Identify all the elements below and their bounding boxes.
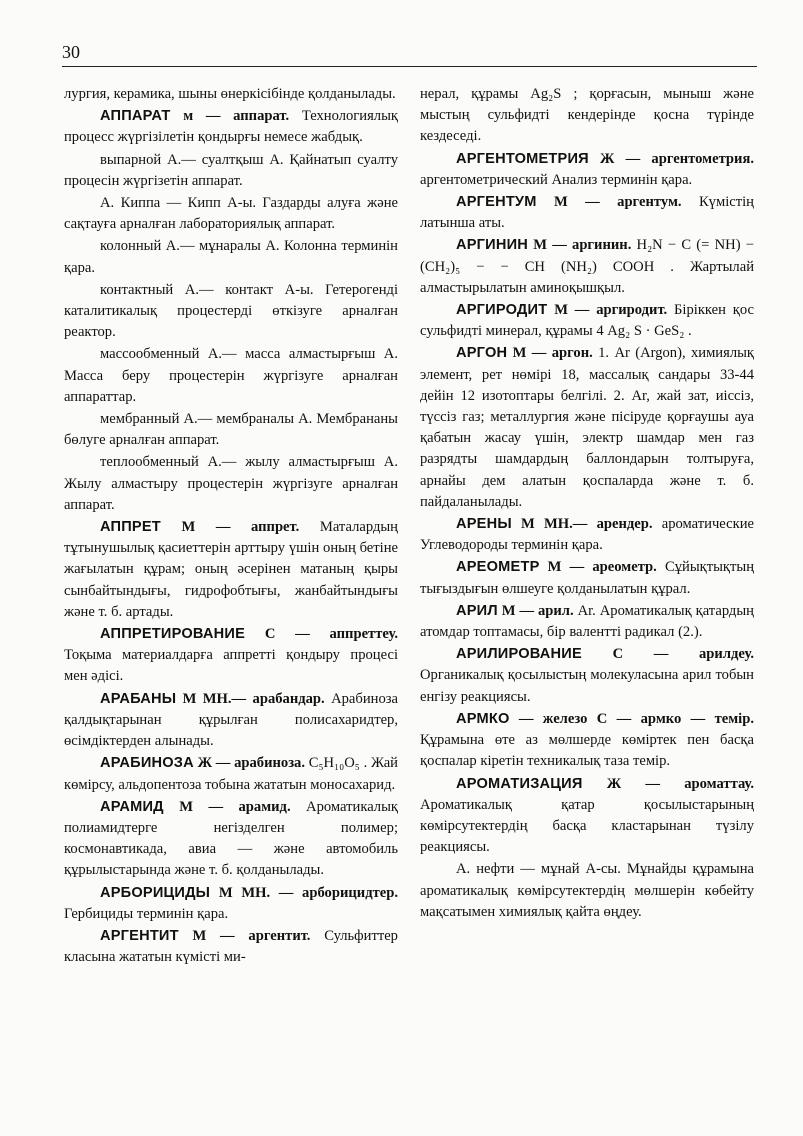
entry-translation: М — ареометр. — [547, 559, 657, 576]
entry-headword: АППРЕТ — [100, 519, 161, 536]
entry-text: Біріккен қос сульфидті минерал, құрамы 4 Ag₂ S · GeS₂ . — [420, 302, 754, 340]
entry-translation: М — аргон. — [512, 345, 593, 362]
entry-headword: АППАРАТ — [100, 108, 171, 125]
entry-text: H₂N − C (= NH) − (CH₂)₅ − − CH (NH₂) COOH . Жартылай алмастырылатын аминоқышқыл. — [420, 237, 754, 296]
entry-text: Маталардың тұтынушылық қасиеттерін арттыру үшін оның бетіне жағылатын құрам; оның әсерінен матаның қыры сынбайтындығы, гидрофобтығы, жанбайтындығы және т. б. артады. — [64, 519, 398, 620]
entry-translation: С — аппреттеу. — [264, 626, 398, 643]
entry-text: нерал, құрамы Ag₂S ; қорғасын, мыныш және мыстың сульфидті кендерінде қосна түрінде кездеседі. — [420, 86, 754, 145]
continued-text — [64, 84, 398, 105]
entry-headword: АРАБАНЫ — [100, 690, 177, 707]
entry-text: Ar. Ароматикалық қатардың атомдар топтамасы, бір валентті радикал (2.). — [420, 602, 754, 641]
dictionary-entry — [64, 106, 398, 148]
entry-text: Органикалық қосылыстың молекуласына арил тобын енгізу реакциясы. — [420, 667, 754, 705]
entry-text: Тоқыма материалдарға аппретті қондыру процесі мен әдісі. — [64, 647, 398, 685]
entry-headword: АРАМИД — [100, 798, 164, 815]
entry-text: контактный А.— контакт А-ы. Гетерогенді каталитикалық процестерді өткізуге арналған реактор. — [64, 281, 398, 341]
entry-headword: АРАБИНОЗА — [100, 755, 194, 772]
sub-entry — [64, 280, 398, 344]
entry-text: Технологиялық процесс жүргізілетін қондырғы немесе жабдық. — [64, 108, 398, 146]
entry-translation: м — аппарат. — [183, 108, 290, 125]
dictionary-entry — [420, 601, 754, 643]
dictionary-entry — [420, 300, 754, 342]
sub-entry — [64, 409, 398, 451]
entry-text: Сульфиттер класына жататын күмісті ми- — [64, 927, 398, 966]
entry-text: лургия, керамика, шыны өнеркісібінде қолданылады. — [64, 86, 396, 102]
sub-entry — [64, 193, 398, 235]
entry-headword: АРГЕНТИТ — [100, 927, 179, 944]
entry-text: А. Киппа — Кипп А-ы. Газдарды алуға және сақтауға арналған лабораториялық аппарат. — [64, 195, 398, 233]
entry-text: Арабиноза қалдықтарынан құрылған полисахаридтер, өсімдіктерден алынады. — [64, 690, 398, 750]
dictionary-entry — [420, 709, 754, 773]
entry-headword: АРБОРИЦИДЫ — [100, 884, 211, 901]
entry-translation: — железо С — армко — темір. — [518, 710, 754, 727]
entry-text: мембранный А.— мембраналы А. Мембрананы бөлуге арналған аппарат. — [64, 411, 398, 449]
entry-translation: М — арамид. — [179, 798, 291, 815]
entry-headword: АРИЛ — [456, 602, 498, 619]
header-rule — [62, 66, 757, 67]
sub-entry — [420, 859, 754, 923]
entry-headword: АППРЕТИРОВАНИЕ — [100, 626, 246, 643]
entry-text: А. нефти — мұнай А-сы. Мұнайды құрамына ароматикалық көмірсутектердің мөлшерін көбейту мақсатымен химиялық қайта өңдеу. — [420, 861, 754, 920]
entry-text: Құрамына өте аз мөлшерде көміртек пен басқа қоспалар кіретін техникалық таза темір. — [420, 732, 754, 770]
entry-text: выпарной А.— суалтқыш А. Қайнатып суалту процесін жүргізетін аппарат. — [64, 151, 398, 189]
sub-entry — [64, 344, 398, 408]
dictionary-entry — [64, 517, 398, 623]
entry-headword: АРГЕНТОМЕТРИЯ — [456, 150, 589, 167]
entry-headword: АРИЛИРОВАНИЕ — [456, 646, 582, 663]
entry-translation: М МН.— арендер. — [521, 516, 653, 533]
dictionary-entry — [420, 774, 754, 859]
left-column — [64, 84, 398, 969]
entry-translation: М МН.— арабандар. — [182, 690, 325, 707]
dictionary-entry — [420, 343, 754, 513]
dictionary-entry — [420, 514, 754, 556]
entry-headword: АРМКО — [456, 710, 510, 727]
entry-translation: Ж — аргентометрия. — [600, 150, 754, 167]
entry-headword: АРЕОМЕТР — [456, 559, 540, 576]
entry-headword: АРГЕНТУМ — [456, 194, 537, 211]
entry-translation: М — аргентум. — [553, 194, 682, 211]
entry-translation: М — аргиродит. — [554, 302, 668, 319]
entry-text: Күмістің латынша аты. — [420, 194, 754, 232]
entry-translation: М — аргентит. — [192, 927, 311, 944]
entry-text: Ароматикалық полиамидтерге негізделген полимер; космонавтикада, авиа — және автомобиль құрылыстарында және т. б. қолданылады. — [64, 798, 398, 879]
entry-translation: М МН. — арборицидтер. — [218, 884, 398, 901]
sub-entry — [64, 236, 398, 278]
dictionary-entry — [64, 624, 398, 688]
entry-text: C₅H₁₀O₅ . Жай көмірсу, альдопентоза тобына жататын моносахарид. — [64, 755, 398, 793]
entry-text: Ароматикалық қатар қосылыстарының көмірсутектердің басқа кластарынан түзілу реакциясы. — [420, 796, 754, 856]
continued-text — [420, 84, 754, 148]
entry-text: Гербициды терминін қара. — [64, 905, 229, 922]
entry-translation: Ж — ароматтау. — [606, 775, 754, 792]
dictionary-entry — [64, 689, 398, 753]
entry-headword: АРГОН — [456, 345, 508, 362]
sub-entry — [64, 452, 398, 516]
entry-text: массообменный А.— масса алмастырғыш А. Масса беру процестерін жүргізуге арналған аппараттар. — [64, 346, 398, 405]
entry-translation: Ж — арабиноза. — [197, 755, 306, 772]
dictionary-entry — [420, 149, 754, 191]
page-number: 30 — [62, 42, 80, 62]
dictionary-entry — [64, 883, 398, 925]
dictionary-entry — [420, 557, 754, 599]
entry-text: 1. Ar (Argon), химиялық элемент, рет нөмірі 18, массалық сандары 33-44 дейін 12 изотоптары белгілі. 2. Ar, жай зат, иіссіз, түссіз газ; металлургия және пісіруде қорғаушы ауа қабатын жасау үшін, электр шамдар мен газ разрядты шамдардың баллондарын толтыруға, арнайы дем алатын қоспаларда және т. б. пайдаланылады. — [420, 345, 755, 510]
dictionary-entry — [420, 192, 754, 234]
entry-translation: М — аппрет. — [181, 519, 300, 536]
entry-text: ароматические Углеводороды терминін қара. — [420, 516, 754, 554]
dictionary-entry — [420, 235, 754, 299]
entry-headword: АРОМАТИЗАЦИЯ — [456, 775, 583, 792]
entry-text: Сұйықтықтың тығыздығын өлшеуге қолданылатын құрал. — [420, 559, 754, 597]
right-column — [420, 84, 754, 924]
sub-entry — [64, 150, 398, 192]
entry-translation: М — аргинин. — [533, 237, 632, 254]
dictionary-entry — [64, 797, 398, 882]
dictionary-entry — [64, 753, 398, 795]
entry-headword: АРГИНИН — [456, 237, 529, 254]
entry-text: аргентометрический Анализ терминін қара. — [420, 171, 693, 188]
entry-translation: С — арилдеу. — [612, 646, 754, 663]
entry-headword: АРГИРОДИТ — [456, 302, 548, 319]
entry-headword: АРЕНЫ — [456, 516, 512, 533]
dictionary-entry — [64, 926, 398, 968]
entry-text: колонный А.— мұнаралы А. Колонна терминін қара. — [64, 238, 398, 276]
entry-text: теплообменный А.— жылу алмастырғыш А. Жылу алмастыру процестерін жүргізуге арналған аппарат. — [64, 454, 398, 513]
dictionary-entry — [420, 644, 754, 708]
entry-translation: М — арил. — [501, 602, 574, 619]
